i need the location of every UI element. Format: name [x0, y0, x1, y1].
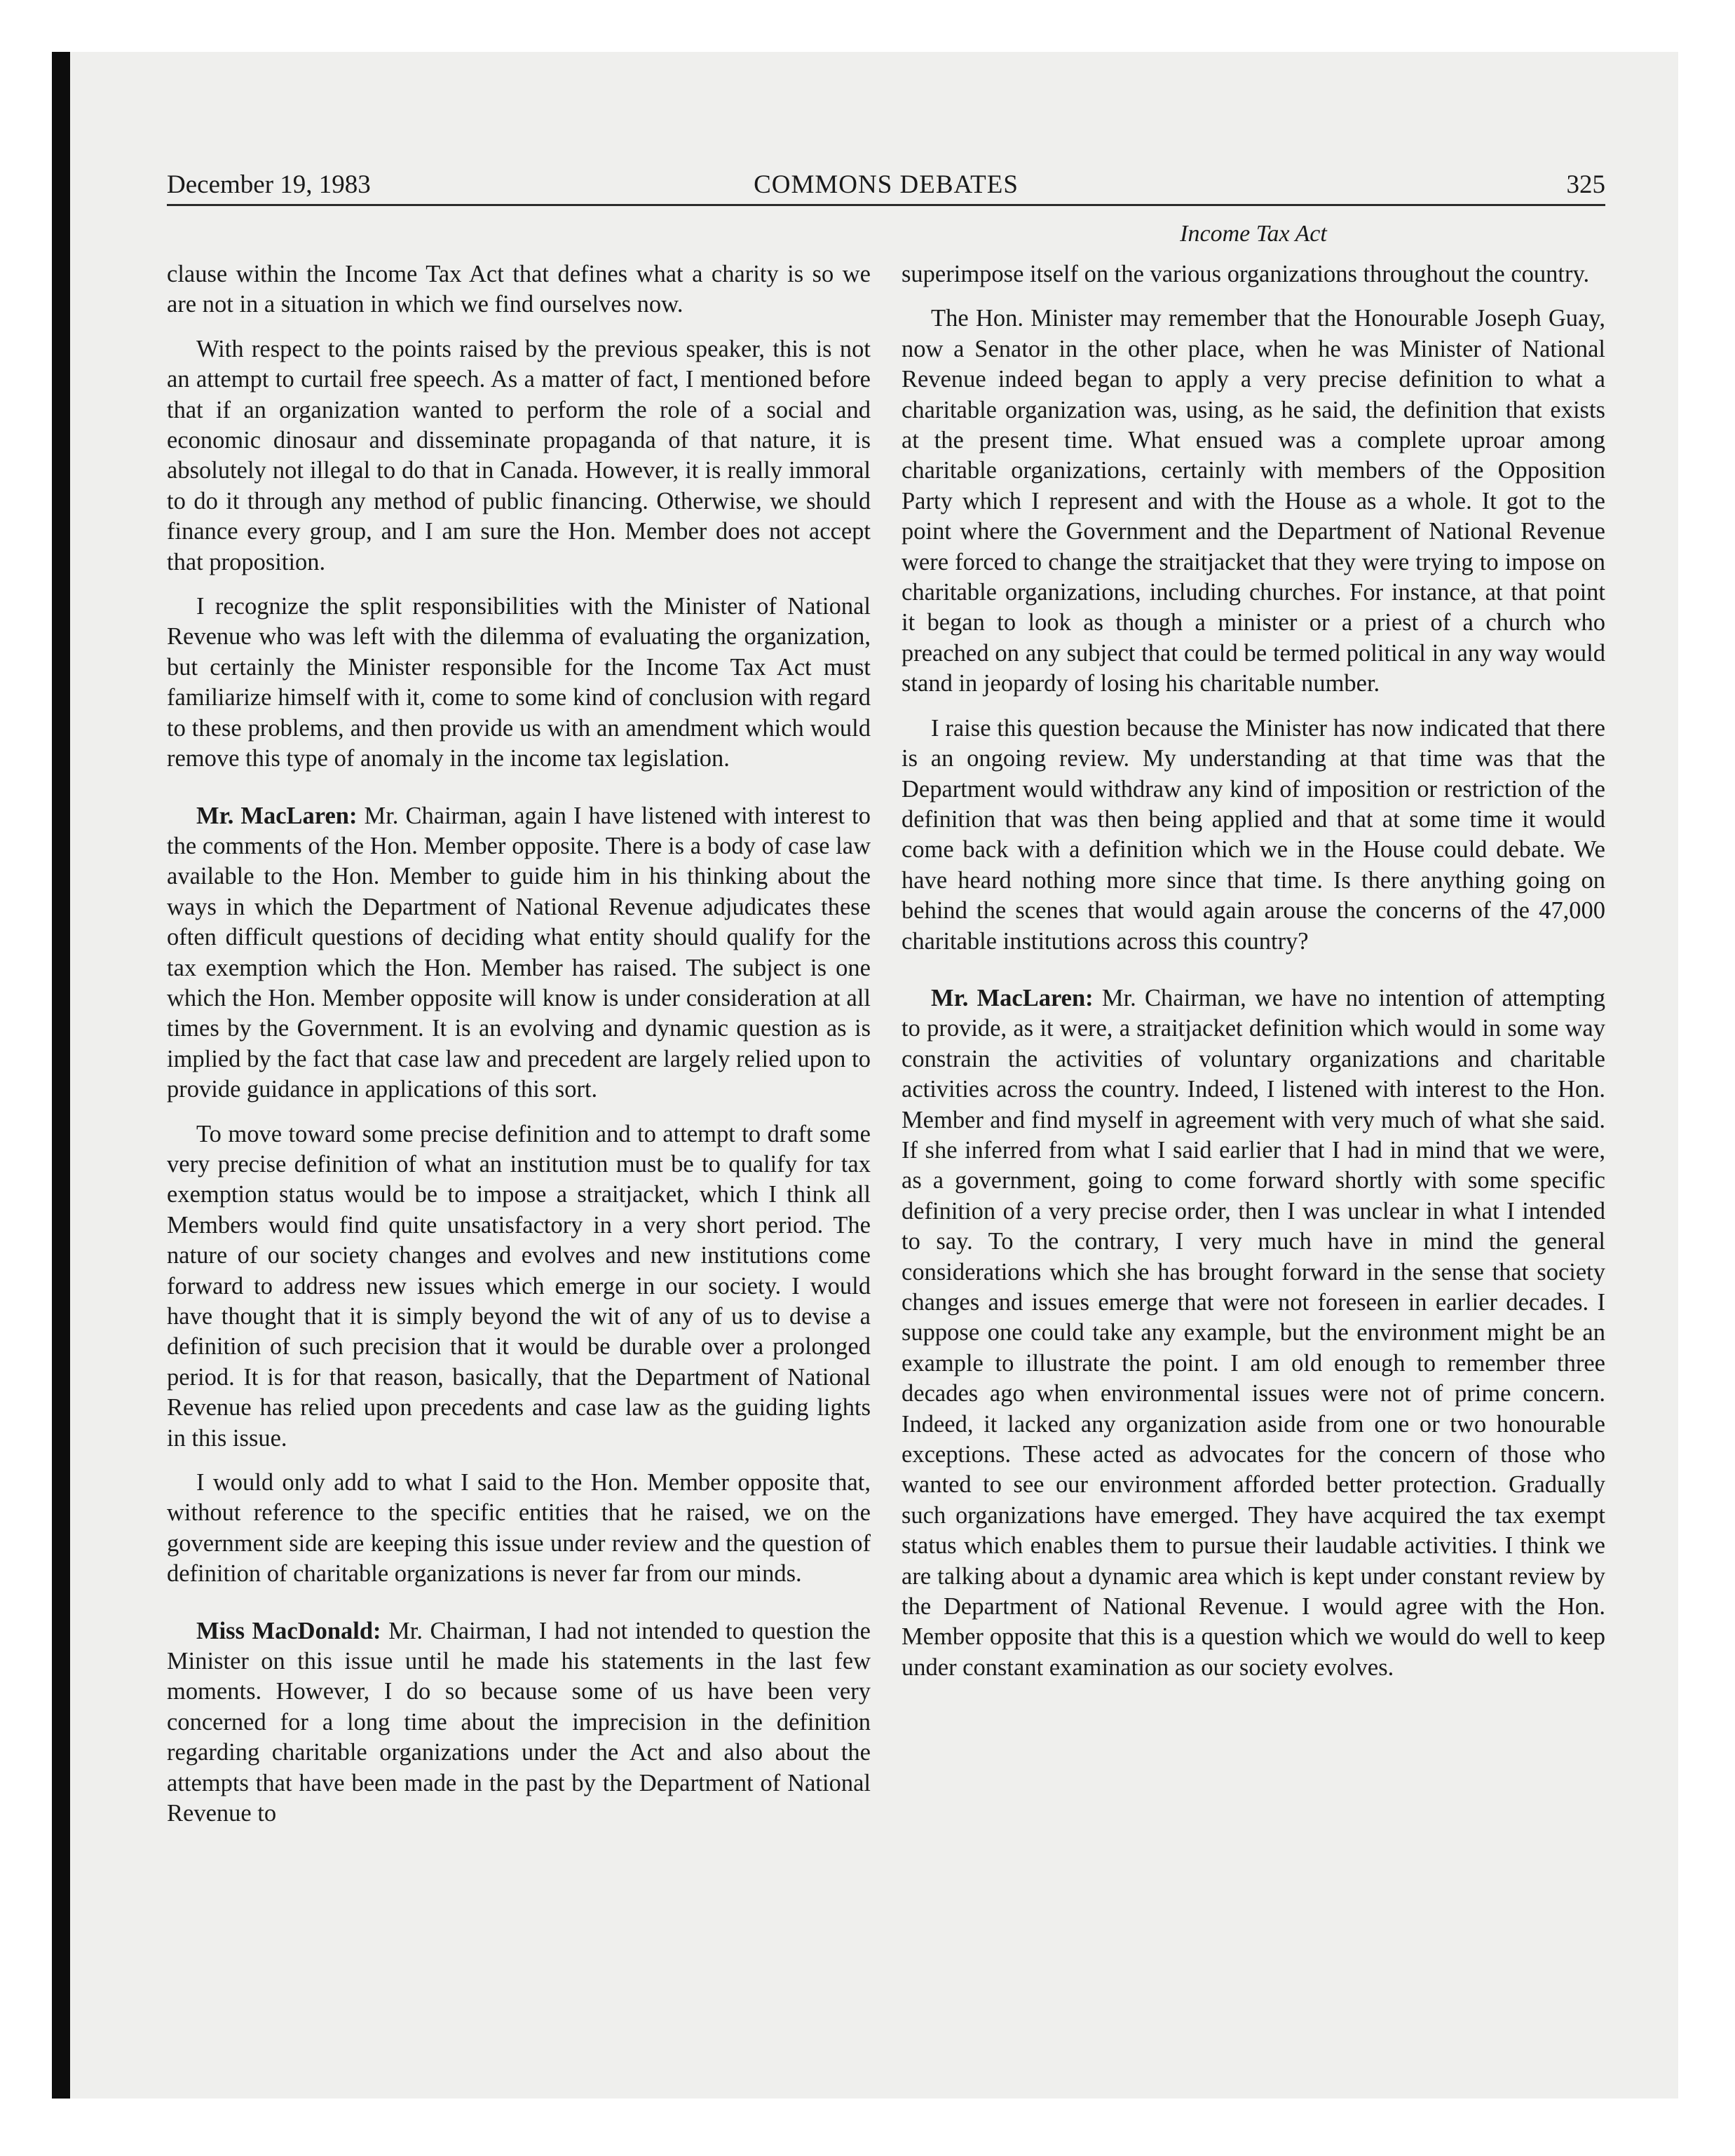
paragraph: With respect to the points raised by the previous speaker, this is not an attempt to curtail free speech. As a matter of fact, I mentioned before that if an organization wanted to perform the role of a social and economic dinosaur and disseminate propaganda of that nature, it is absolutely not illegal to do that in Canada. However, it is really immoral to do it through any method of public financing. Otherwise, we should finance every group, and I am sure the Hon. Member does not accept that proposition. — [167, 335, 871, 575]
header-publication: COMMONS DEBATES — [754, 170, 1019, 199]
paragraph: To move toward some precise definition and to attempt to draft some very precise definition of what an institution must be to qualify for tax exemption status would be to impose a straitjacket, which I think all Members would find quite unsatisfactory in a very short period. The nature of our society changes and evolves and new institutions come forward to address new issues which emerge in our society. I would have thought that it is simply beyond the wit of any of us to devise a definition of such precision that it would be durable over a prolonged period. It is for that reason, basically, that the Department of National Revenue has relied upon precedents and case law as the guiding lights in this issue. — [167, 1120, 871, 1452]
right-column — [901, 259, 1605, 1697]
speech-paragraph — [901, 983, 1605, 1683]
page-number: 325 — [1566, 170, 1605, 199]
paragraph: superimpose itself on the various organizations throughout the country. — [901, 261, 1590, 287]
paragraph: I recognize the split responsibilities with the Minister of National Revenue who was left with the dilemma of evaluating the organization, but certainly the Minister responsible for the Income Tax Act must familiarize himself with it, come to some kind of conclusion with regard to these problems, and then provide us with an amendment which would remove this type of anomaly in the income tax legislation. — [167, 593, 871, 772]
speech-text: Mr. Chairman, again I have listened with interest to the comments of the Hon. Member opposite. There is a body of case law available to the Hon. Member to guide him in his thinking about the ways in which the Department of National Revenue adjudicates these often difficult questions of deciding what entity should qualify for the tax exemption which the Hon. Member has raised. The subject is one which the Hon. Member opposite will know is under consideration at all times by the Government. It is an evolving and dynamic question as is implied by the fact that case law and precedent are largely relied upon to provide guidance in applications of this sort. — [167, 802, 871, 1103]
speech-paragraph — [167, 801, 871, 1105]
binding-edge — [52, 52, 70, 2099]
speech-text: Mr. Chairman, I had not intended to question the Minister on this issue until he made his statements in the last few moments. However, I do so because some of us have been very concerned for a long time about the imprecision in the definition regarding charitable organizations under the Act and also about the attempts that have been made in the past by the Department of National Revenue to — [167, 1617, 871, 1827]
left-column — [167, 259, 871, 1843]
speaker-name: Miss MacDonald: — [196, 1617, 381, 1644]
running-head: Income Tax Act — [1180, 221, 1327, 247]
speaker-name: Mr. MacLaren: — [196, 802, 358, 829]
paragraph: I would only add to what I said to the Hon. Member opposite that, without reference to the specific entities that he raised, we on the government side are keeping this issue under review and the question of definition of charitable organizations is never far from our minds. — [167, 1469, 871, 1588]
paragraph: clause within the Income Tax Act that defines what a charity is so we are not in a situation in which we find ourselves now. — [167, 261, 871, 318]
header-date: December 19, 1983 — [167, 170, 371, 199]
paragraph: The Hon. Minister may remember that the Honourable Joseph Guay, now a Senator in the other place, when he was Minister of National Revenue indeed began to apply a very precise definition to what a charitable organization was, using, as he said, the definition that exists at the present time. What ensued was a complete uproar among charitable organizations, certainly with members of the Opposition Party which I represent and with the House as a whole. It got to the point where the Government and the Department of National Revenue were forced to change the straitjacket that they were trying to impose on charitable organizations, including churches. For instance, at that point it began to look as though a minister or a priest of a church who preached on any subject that could be termed political in any way would stand in jeopardy of losing his charitable number. — [901, 305, 1605, 697]
speech-paragraph — [167, 1616, 871, 1829]
header-rule — [167, 204, 1605, 206]
paragraph: I raise this question because the Minister has now indicated that there is an ongoing review. My understanding at that time was that the Department would withdraw any kind of imposition or restriction of the definition that was then being applied and that at some time it would come back with a definition which we in the House could debate. We have heard nothing more since that time. Is there anything going on behind the scenes that would again arouse the concerns of the 47,000 charitable institutions across this country? — [901, 714, 1605, 955]
speech-text: Mr. Chairman, we have no intention of attempting to provide, as it were, a straitjacket definition which would in some way constrain the activities of voluntary organizations and charitable activities across the country. Indeed, I listened with interest to the Hon. Member and find myself in agreement with very much of what she said. If she inferred from what I said earlier that I had in mind that we were, as a government, going to come forward shortly with some specific definition of a very precise order, then I was unclear in what I intended to say. To the contrary, I very much have in mind the general considerations which she has brought forward in the sense that society changes and issues emerge that were not foreseen in earlier decades. I suppose one could take any example, but the environment might be an example to illustrate the point. I am old enough to remember three decades ago when environmental issues were not of prime concern. Indeed, it lacked any organization aside from one or two honourable exceptions. These acted as advocates for the concern of those who wanted to see our environment afforded better protection. Gradually such organizations have emerged. They have acquired the tax exempt status which enables them to pursue their laudable activities. I think we are talking about a dynamic area which is kept under constant review by the Department of National Revenue. I would agree with the Hon. Member opposite that this is a question which we would do well to keep under constant examination as our society evolves. — [901, 984, 1605, 1681]
speaker-name: Mr. MacLaren: — [931, 984, 1094, 1011]
page-header — [167, 167, 1605, 209]
